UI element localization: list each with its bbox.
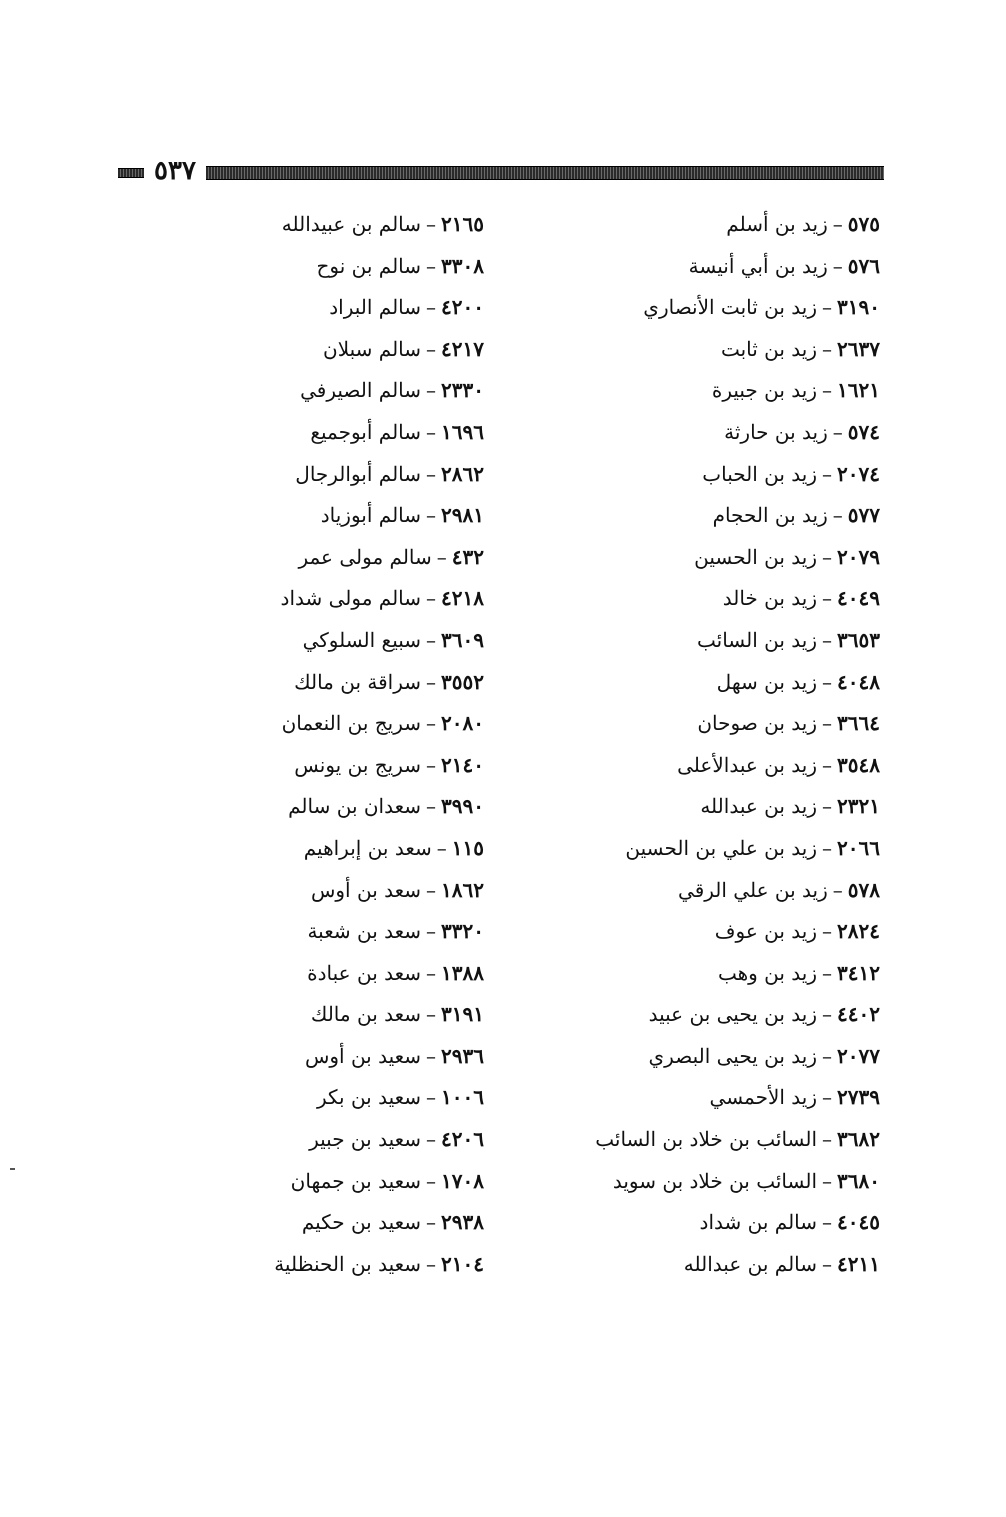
entry-dash: – [426,794,437,819]
index-entry [550,828,880,870]
index-entry [184,578,484,620]
index-entry [550,620,880,662]
entry-dash: – [822,378,833,403]
index-entry [184,662,484,704]
entry-name: سعيد بن بكر [316,1085,422,1110]
entry-dash: – [822,461,833,486]
index-entry [550,662,880,704]
entry-number: ٤٢١٧ [441,336,484,361]
index-entry [550,246,880,288]
entry-number: ٣١٩٠ [837,295,880,320]
entry-number: ١٧٠٨ [441,1168,484,1193]
index-entry [550,703,880,745]
entry-number: ٣٩٩٠ [441,794,484,819]
index-entry [184,1244,484,1286]
entry-dash: – [822,669,833,694]
index-entry [184,620,484,662]
header-rule [206,166,884,180]
entry-number: ٢٧٣٩ [837,1085,880,1110]
entry-name: سعيد بن جبير [309,1127,422,1152]
entry-name: زيد بن عوف [714,919,818,944]
entry-dash: – [426,336,437,361]
entry-dash: – [426,1210,437,1235]
entry-number: ٣٣٢٠ [441,919,484,944]
entry-number: ٤٠٤٩ [837,586,880,611]
entry-dash: – [426,1127,437,1152]
entry-name: زيد الأحمسي [709,1085,818,1110]
entry-dash: – [832,253,843,278]
entry-name: زيد بن أبي أنيسة [688,253,828,278]
entry-dash: – [822,835,833,860]
index-entry [184,329,484,371]
entry-dash: – [436,544,447,569]
index-entry [550,495,880,537]
entry-dash: – [832,503,843,528]
index-entry [184,828,484,870]
index-entry [184,370,484,412]
entry-dash: – [822,1002,833,1027]
entry-dash: – [426,295,437,320]
index-entry [550,994,880,1036]
index-entry [550,1077,880,1119]
entry-name: زيد بن يحيى بن عبيد [648,1002,818,1027]
entry-dash: – [832,419,843,444]
index-entry [184,246,484,288]
entry-dash: – [426,461,437,486]
entry-number: ٢٠٧٩ [837,544,880,569]
index-entry [184,537,484,579]
index-entry [184,495,484,537]
entry-dash: – [822,1127,833,1152]
entry-dash: – [426,919,437,944]
entry-name: زيد بن الحجام [712,503,828,528]
entry-dash: – [426,586,437,611]
entry-name: زيد بن علي بن الحسين [625,835,818,860]
entry-name: زيد بن الحباب [702,461,818,486]
entry-name: سعد بن عبادة [307,960,422,985]
entry-dash: – [822,711,833,736]
entry-name: زيد بن حارثة [724,419,828,444]
entry-name: زيد بن أسلم [726,212,828,236]
index-entry [550,287,880,329]
entry-dash: – [822,627,833,652]
entry-dash: – [426,1168,437,1193]
index-entry [550,870,880,912]
entry-name: سعد بن شعبة [307,919,422,944]
entry-number: ٤٢٠٠ [441,295,484,320]
entry-name: سراقة بن مالك [294,669,422,694]
entry-number: ٥٧٤ [847,419,880,444]
entry-name: سالم الصيرفي [300,378,422,403]
entry-number: ١٣٨٨ [441,960,484,985]
entry-name: سعد بن أوس [310,877,422,902]
entry-dash: – [426,877,437,902]
entry-dash: – [436,835,447,860]
entry-number: ٣١٩١ [441,1002,484,1027]
entry-number: ٢٨٢٤ [837,919,880,944]
index-entry [184,204,484,246]
entry-number: ٣٦٨٠ [837,1168,880,1193]
index-entry [550,204,880,246]
entry-number: ٥٧٥ [847,212,880,236]
entry-number: ١١٥ [451,835,484,860]
index-entry [184,1119,484,1161]
entry-name: زيد بن الحسين [694,544,818,569]
entry-name: سبيع السلوكي [302,627,422,652]
entry-name: سريج بن النعمان [281,711,422,736]
entry-number: ٢٩٣٨ [441,1210,484,1235]
entry-dash: – [822,919,833,944]
entry-name: السائب بن خلاد بن السائب [595,1127,818,1152]
index-entry [550,1119,880,1161]
entry-dash: – [426,503,437,528]
index-column-right [550,204,880,1285]
entry-name: سالم مولى شداد [280,586,422,611]
entry-dash: – [426,669,437,694]
entry-name: زيد بن صوحان [697,711,818,736]
entry-number: ٢٣٣٠ [441,378,484,403]
entry-dash: – [822,960,833,985]
entry-dash: – [822,544,833,569]
entry-dash: – [822,295,833,320]
entry-name: سالم مولى عمر [298,544,432,569]
entry-name: سعيد بن الحنظلية [274,1251,422,1276]
index-entry [550,329,880,371]
entry-name: سالم أبوجميع [310,419,422,444]
entry-name: سالم سبلان [323,336,422,361]
entry-dash: – [426,1251,437,1276]
index-entry [184,1202,484,1244]
entry-number: ٢١٠٤ [441,1251,484,1276]
index-entry [184,703,484,745]
entry-name: زيد بن عبدالأعلى [677,752,818,777]
entry-dash: – [822,794,833,819]
entry-name: زيد بن ثابت الأنصاري [643,295,818,320]
index-entry [550,953,880,995]
entry-number: ٢٠٧٧ [837,1043,880,1068]
entry-dash: – [426,419,437,444]
header-rule-left [118,168,144,178]
entry-name: زيد بن عبدالله [700,794,818,819]
entry-number: ٤٤٠٢ [837,1002,880,1027]
index-entry [550,911,880,953]
entry-name: سالم بن عبيدالله [281,212,422,236]
index-entry [184,911,484,953]
index-entry [184,953,484,995]
entry-dash: – [426,752,437,777]
entry-dash: – [426,1002,437,1027]
index-entry [184,1077,484,1119]
entry-dash: – [426,1043,437,1068]
entry-number: ٥٧٨ [847,877,880,902]
entry-number: ٢٠٦٦ [837,835,880,860]
entry-name: سعدان بن سالم [288,794,422,819]
entry-number: ٣٥٤٨ [837,752,880,777]
entry-number: ٢٠٧٤ [837,461,880,486]
entry-dash: – [822,1085,833,1110]
entry-name: سريج بن يونس [294,752,422,777]
index-entry [550,786,880,828]
index-entry [184,994,484,1036]
entry-dash: – [426,627,437,652]
entry-number: ٣٦٦٤ [837,711,880,736]
index-column-left [184,204,484,1285]
entry-dash: – [822,752,833,777]
entry-dash: – [822,1251,833,1276]
entry-number: ٢١٦٥ [441,212,484,236]
entry-name: سعد بن مالك [310,1002,422,1027]
entry-dash: – [426,378,437,403]
index-entry [184,454,484,496]
entry-number: ٢١٤٠ [441,752,484,777]
entry-number: ٥٧٦ [847,253,880,278]
index-entry [184,287,484,329]
index-entry [550,1161,880,1203]
index-entry [184,1161,484,1203]
entry-dash: – [832,212,843,236]
entry-dash: – [426,1085,437,1110]
entry-dash: – [822,336,833,361]
entry-number: ٢٩٨١ [441,503,484,528]
entry-name: زيد بن جبيرة [711,378,818,403]
entry-dash: – [822,1210,833,1235]
entry-name: سعد بن إبراهيم [303,835,432,860]
index-entry [550,412,880,454]
entry-number: ٤٠٤٨ [837,669,880,694]
entry-name: سالم أبوزياد [320,503,422,528]
entry-dash: – [822,1043,833,1068]
entry-number: ٢٣٢١ [837,794,880,819]
entry-number: ٢٩٣٦ [441,1043,484,1068]
entry-name: زيد بن خالد [722,586,818,611]
entry-name: سعيد بن جمهان [290,1168,422,1193]
index-entry [550,1036,880,1078]
index-entry [184,786,484,828]
index-entry [184,412,484,454]
entry-name: زيد بن وهب [717,960,818,985]
entry-name: سالم البراد [329,295,422,320]
margin-mark [10,1168,15,1170]
entry-dash: – [426,711,437,736]
entry-number: ٣٦٨٢ [837,1127,880,1152]
index-entry [550,1244,880,1286]
entry-number: ٤٠٤٥ [837,1210,880,1235]
entry-number: ٢٨٦٢ [441,461,484,486]
entry-name: السائب بن خلاد بن سويد [612,1168,818,1193]
entry-number: ٤٢١١ [837,1251,880,1276]
index-entry [550,370,880,412]
entry-name: سعيد بن حكيم [301,1210,422,1235]
index-entry [550,454,880,496]
entry-dash: – [426,960,437,985]
index-entry [550,537,880,579]
entry-number: ١٦٢١ [837,378,880,403]
entry-dash: – [832,877,843,902]
entry-number: ٢٠٨٠ [441,711,484,736]
entry-name: سالم بن نوح [316,253,422,278]
entry-dash: – [426,212,437,236]
entry-number: ١٨٦٢ [441,877,484,902]
entry-number: ٤٢١٨ [441,586,484,611]
entry-number: ٣٦٥٣ [837,627,880,652]
entry-dash: – [822,1168,833,1193]
page-number: ٥٣٧ [154,156,196,186]
entry-number: ٣٣٠٨ [441,253,484,278]
index-entry [550,1202,880,1244]
entry-name: زيد بن سهل [716,669,818,694]
entry-number: ٢٦٣٧ [837,336,880,361]
entry-name: سالم بن شداد [699,1210,818,1235]
entry-number: ١٠٠٦ [441,1085,484,1110]
entry-name: زيد بن علي الرقي [678,877,828,902]
index-entry [550,745,880,787]
entry-name: زيد بن يحيى البصري [648,1043,818,1068]
index-entry [184,870,484,912]
index-entry [184,745,484,787]
entry-dash: – [426,253,437,278]
entry-number: ٣٤١٢ [837,960,880,985]
entry-number: ٣٥٥٢ [441,669,484,694]
page-header [118,156,884,186]
entry-number: ٤٢٠٦ [441,1127,484,1152]
entry-dash: – [822,586,833,611]
entry-name: سالم أبوالرجال [295,461,422,486]
entry-number: ٤٣٢ [451,544,484,569]
entry-name: سالم بن عبدالله [683,1251,818,1276]
index-entry [184,1036,484,1078]
entry-name: زيد بن السائب [697,627,818,652]
entry-number: ١٦٩٦ [441,419,484,444]
entry-number: ٣٦٠٩ [441,627,484,652]
index-entry [550,578,880,620]
entry-name: زيد بن ثابت [720,336,818,361]
entry-name: سعيد بن أوس [304,1043,422,1068]
entry-number: ٥٧٧ [847,503,880,528]
